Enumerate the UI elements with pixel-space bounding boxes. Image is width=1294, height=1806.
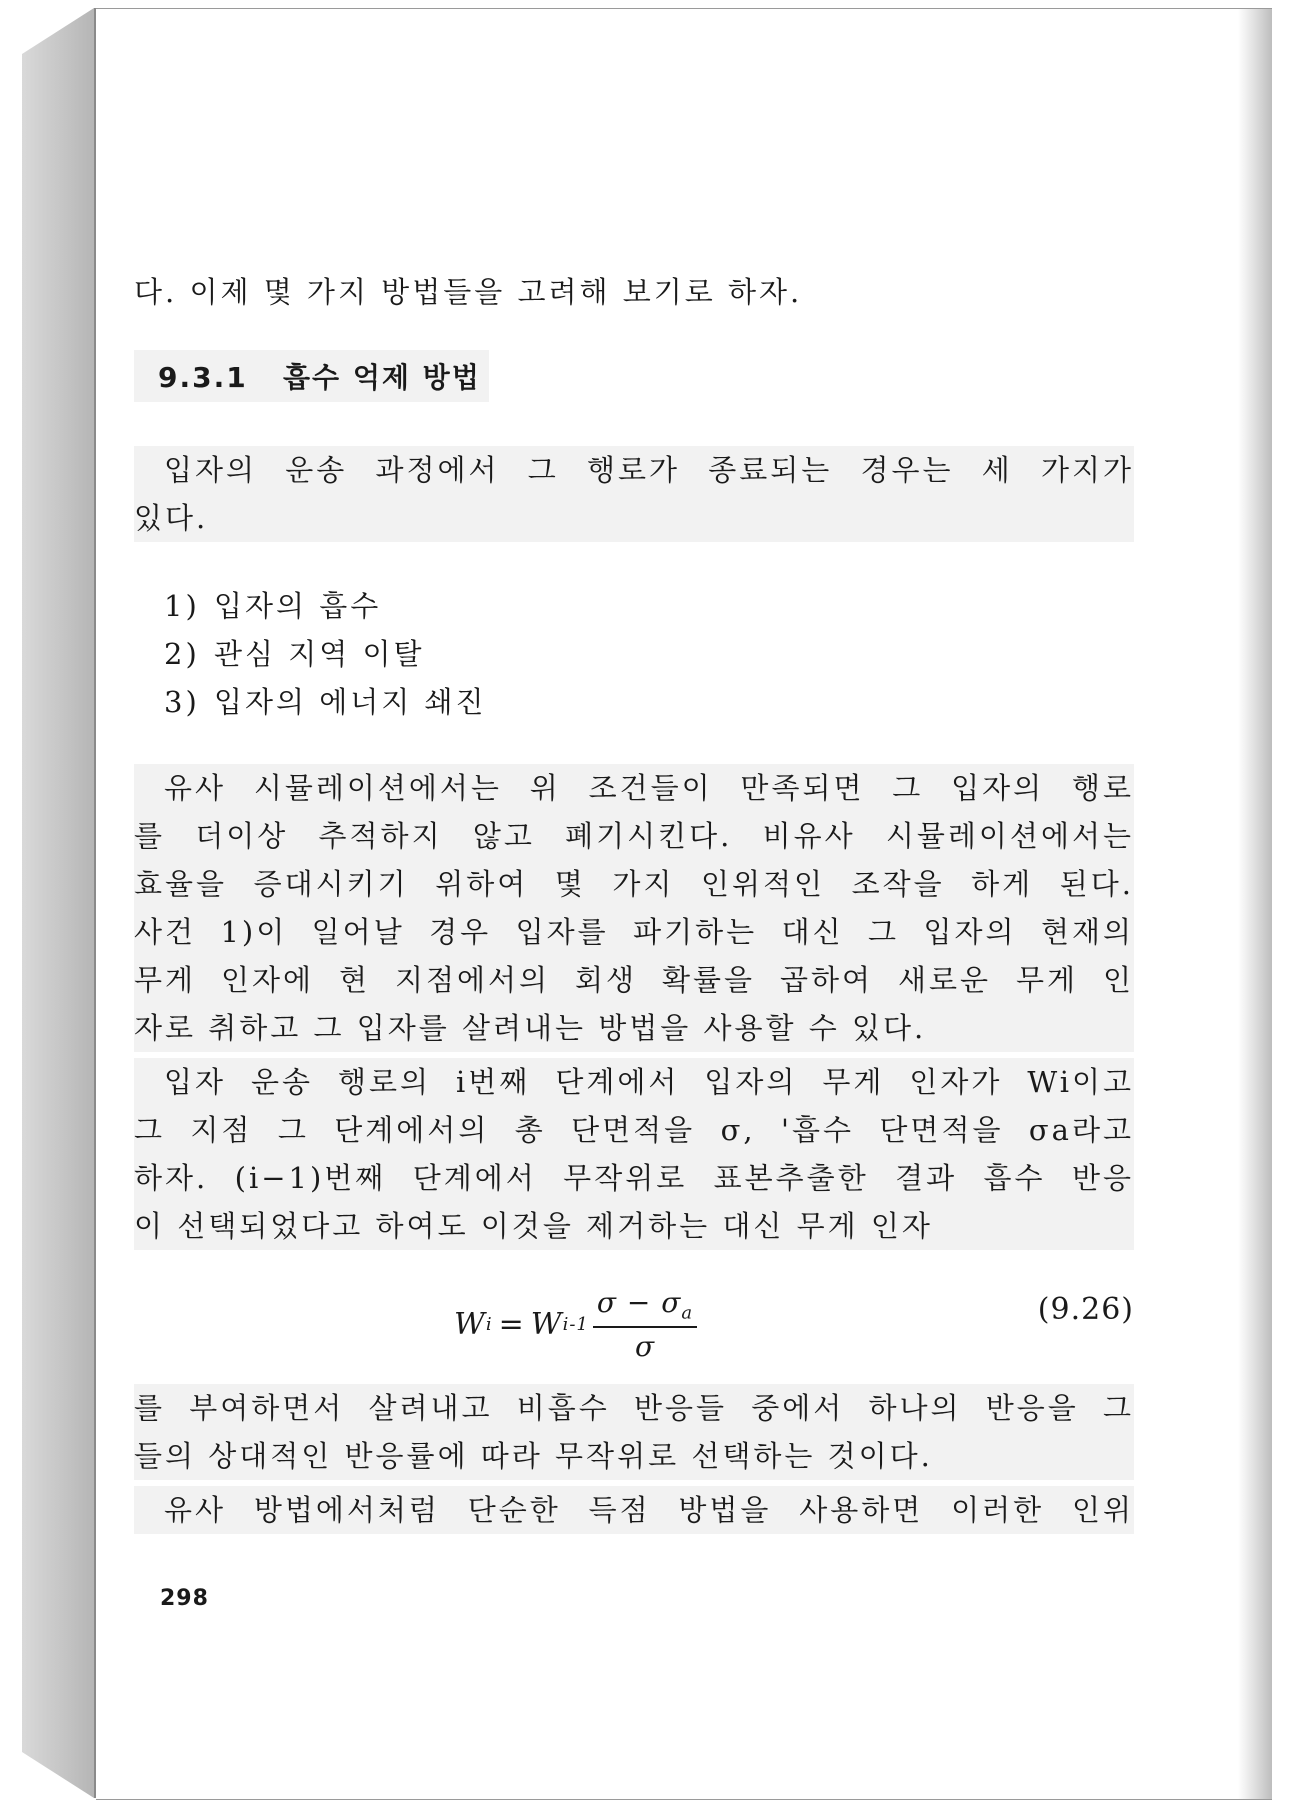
paragraph-line: 하자. (i−1)번째 단계에서 무작위로 표본추출한 결과 흡수 반응 [134, 1161, 1134, 1195]
paragraph-line: 입자 운송 행로의 i번째 단계에서 입자의 무게 인자가 Wi이고 [164, 1065, 1134, 1099]
paragraph-line: 자로 취하고 그 입자를 살려내는 방법을 사용할 수 있다. [134, 1011, 927, 1045]
paragraph-2 [134, 764, 1134, 1052]
paragraph-4 [134, 1384, 1134, 1480]
section-number: 9.3.1 [158, 361, 248, 394]
intro-line: 다. 이제 몇 가지 방법들을 고려해 보기로 하자. [134, 275, 803, 309]
paragraph-line: 를 더이상 추적하지 않고 폐기시킨다. 비유사 시뮬레이션에서는 [134, 819, 1134, 853]
paragraph-line: 효율을 증대시키기 위하여 몇 가지 인위적인 조작을 하게 된다. [134, 867, 1134, 901]
paragraph-line: 있다. [134, 501, 209, 535]
eq-denominator: σ [634, 1329, 656, 1363]
paragraph-line: 들의 상대적인 반응률에 따라 무작위로 선택하는 것이다. [134, 1439, 933, 1473]
text-area [134, 268, 1134, 1540]
paragraph-line: 무게 인자에 현 지점에서의 회생 확률을 곱하여 새로운 무게 인 [134, 963, 1134, 997]
list-item-text: 관심 지역 이탈 [214, 637, 425, 671]
eq-rhs-sub: i-1 [562, 1313, 589, 1335]
eq-lhs-sub: i [485, 1313, 493, 1335]
list-item-text: 입자의 에너지 쇄진 [214, 685, 487, 719]
eq-rhs-w: W [530, 1306, 563, 1342]
paragraph-line: 사건 1)이 일어날 경우 입자를 파기하는 대신 그 입자의 현재의 [134, 915, 1134, 949]
section-heading [134, 350, 489, 402]
list-item [164, 678, 1134, 726]
list-item-number: 2) [164, 637, 200, 671]
paragraph-line: 유사 방법에서처럼 단순한 득점 방법을 사용하면 이러한 인위 [164, 1493, 1134, 1527]
paragraph-3 [134, 1058, 1134, 1250]
list-item-number: 1) [164, 589, 200, 623]
paragraph-1 [134, 446, 1134, 542]
book-spine [22, 8, 94, 1798]
eq-lhs: W [454, 1306, 486, 1342]
condition-list [164, 582, 1134, 726]
paragraph-5 [134, 1486, 1134, 1534]
list-item [164, 582, 1134, 630]
equation-body [454, 1286, 697, 1363]
list-item [164, 630, 1134, 678]
list-item-text: 입자의 흡수 [214, 589, 382, 623]
page-number: 298 [160, 1586, 209, 1611]
equation-number: (9.26) [1037, 1292, 1134, 1327]
eq-fraction [593, 1286, 697, 1363]
eq-numerator [593, 1286, 697, 1328]
paragraph-line: 유사 시뮬레이션에서는 위 조건들이 만족되면 그 입자의 행로 [164, 771, 1134, 805]
paragraph-line: 입자의 운송 과정에서 그 행로가 종료되는 경우는 세 가지가 [164, 453, 1134, 487]
equation-9-26 [134, 1270, 1134, 1366]
eq-numerator-sub: a [681, 1302, 694, 1324]
eq-equals: = [498, 1306, 525, 1342]
section-title: 흡수 억제 방법 [282, 361, 481, 394]
eq-numerator-text: σ − σ [596, 1286, 682, 1319]
list-item-number: 3) [164, 685, 200, 719]
page-edge-shadow [1238, 9, 1272, 1799]
paragraph-line: 이 선택되었다고 하여도 이것을 제거하는 대신 무게 인자 [134, 1209, 933, 1243]
paragraph-line: 그 지점 그 단계에서의 총 단면적을 σ, '흡수 단면적을 σa라고 [134, 1113, 1134, 1147]
paragraph-line: 를 부여하면서 살려내고 비흡수 반응들 중에서 하나의 반응을 그 [134, 1391, 1134, 1425]
